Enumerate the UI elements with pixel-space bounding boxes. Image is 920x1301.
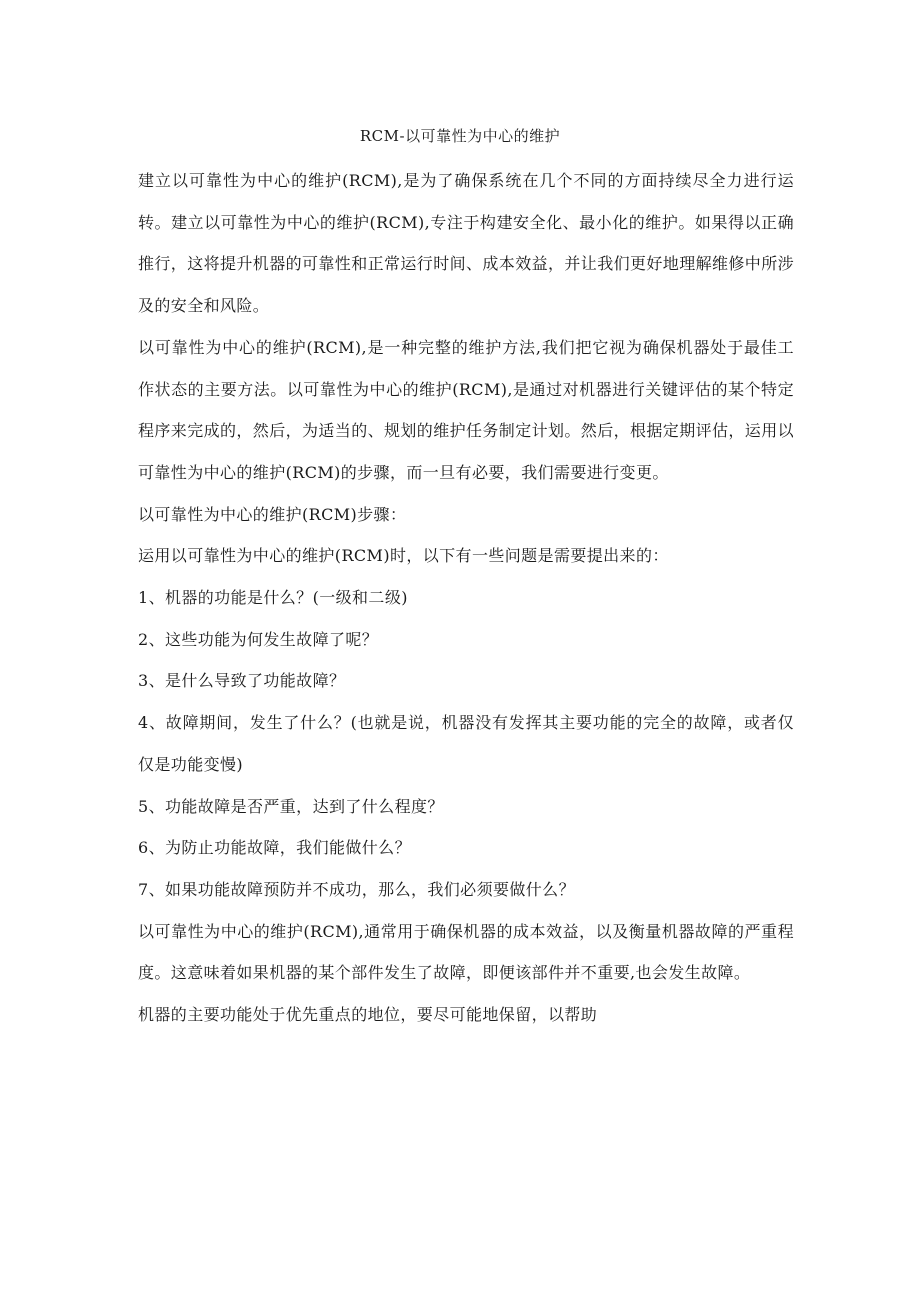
question-item-1: 1、机器的功能是什么？(一级和二级) [138, 588, 408, 608]
priority-paragraph: 机器的主要功能处于优先重点的地位，要尽可能地保留，以帮助 [138, 1005, 598, 1025]
document-body [138, 160, 794, 1036]
document-title: RCM-以可靠性为中心的维护 [359, 127, 561, 145]
question-item-3: 3、是什么导致了功能故障？ [138, 671, 346, 691]
question-item-6: 6、为防止功能故障，我们能做什么？ [138, 838, 411, 858]
question-item-5: 5、功能故障是否严重，达到了什么程度？ [138, 796, 444, 816]
question-item-7: 7、如果功能故障预防并不成功，那么，我们必须要做什么？ [138, 879, 575, 899]
question-item-2: 2、这些功能为何发生故障了呢？ [138, 629, 379, 649]
steps-heading: 以可靠性为中心的维护(RCM)步骤： [138, 504, 407, 524]
questions-intro: 运用以可靠性为中心的维护(RCM)时，以下有一些问题是需要提出来的： [138, 546, 669, 566]
cost-paragraph: 以可靠性为中心的维护(RCM),通常用于确保机器的成本效益，以及衡量机器故障的严重程度。这意味着如果机器的某个部件发生了故障，即便该部件并不重要,也会发生故障。 [138, 921, 794, 983]
question-item-4: 4、故障期间，发生了什么？(也就是说，机器没有发挥其主要功能的完全的故障，或者仅仅是功能变慢) [138, 713, 794, 774]
method-paragraph: 以可靠性为中心的维护(RCM),是一种完整的维护方法,我们把它视为确保机器处于最佳工作状态的主要方法。以可靠性为中心的维护(RCM),是通过对机器进行关键评估的某个特定程序来完成的，然后，为适当的、规划的维护任务制定计划。然后，根据定期评估，运用以可靠性为中心的维护(RCM)的步骤，而一旦有必要，我们需要进行变更。 [138, 337, 795, 482]
intro-paragraph: 建立以可靠性为中心的维护(RCM),是为了确保系统在几个不同的方面持续尽全力进行运转。建立以可靠性为中心的维护(RCM),专注于构建安全化、最小化的维护。如果得以正确推行，这将提升机器的可靠性和正常运行时间、成本效益，并让我们更好地理解维修中所涉及的安全和风险。 [138, 171, 795, 316]
